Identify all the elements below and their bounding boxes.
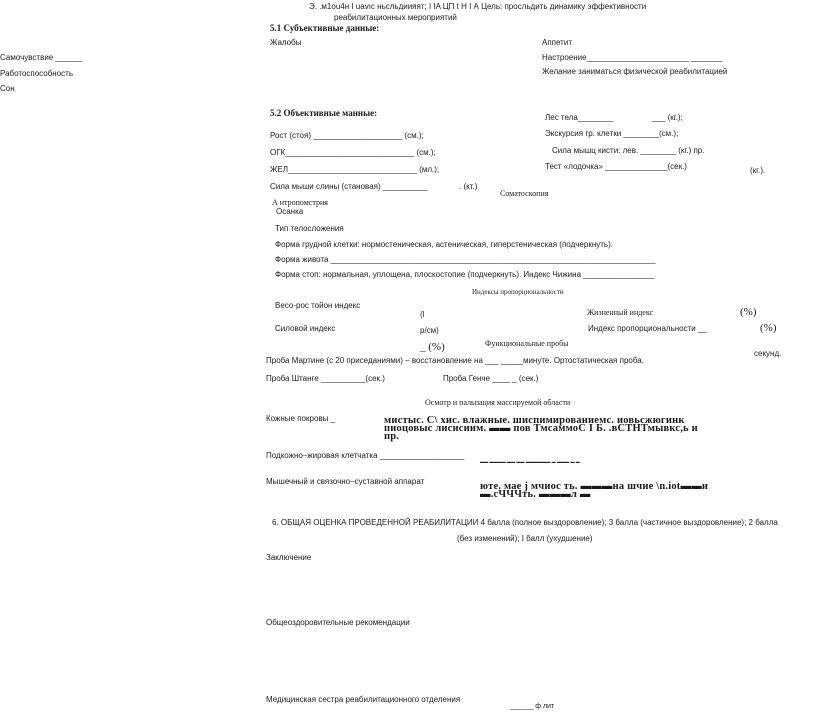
conclusion-label: Заключение (266, 553, 312, 562)
somatoscopy-heading: Соматоскопия (500, 189, 549, 198)
proportionality-index-percent: (%) (760, 322, 777, 334)
anthropometry-heading: А нтропомстрия (272, 198, 328, 207)
appetite-label: Аппетит (542, 38, 572, 47)
physical-rehab-desire-label: Желание заниматься физической реабилитацией (542, 67, 728, 76)
proportionality-index-field: Индекс пропорциональности __ (588, 324, 707, 333)
strength-index-unit: р/см) (420, 326, 439, 335)
back-strength-unit: . (кт.) (459, 182, 478, 191)
boat-test-field: Тест «лодочка» ______________(сек.) (545, 162, 687, 171)
subjective-section-title: 5.1 Субъективные данные: (270, 23, 380, 33)
recommendations-label: Общеоздоровительные рекомендации (266, 618, 410, 627)
nurse-signature-label: Медицинская сестра реабилитационного отделения (266, 695, 461, 704)
work-capacity-label: Работоспособность (0, 69, 73, 78)
chest-circumference-field: ОГК_____________________________ (см.); (270, 148, 436, 157)
musculoskeletal-value-line-2: ▬.сЧЧЧть. ▬▬▬л ▬ (480, 489, 591, 500)
chest-excursion-field: Экскурсия гр. клетки ________(см.); (545, 129, 679, 138)
body-weight-field: Лес тела________ (545, 113, 614, 122)
skin-value-line-3: пр. (384, 431, 400, 442)
header-line-2: реабилитационных мероприятий (334, 13, 457, 22)
height-field: Рост (стоя) ____________________ (см.); (270, 131, 424, 140)
skin-value-line-1: мистыс. С\ хис. влажные. шиспимированиемс. иовьсжюгинк (384, 415, 685, 426)
subcutaneous-value: ▬▬ ▬▬▬▬ ▬▬ ▬▬ ▬▬▬▬▬▬ ▬ ▬▬▬ ▬ ▬ (480, 459, 580, 464)
vital-capacity-field: ЖЕЛ_____________________________ (мл.); (270, 165, 440, 174)
skin-value-line-2: пиоцовыс лисисиим. ▬▬ пов ТмсаммоС I Б. .вСТНТмывкс,ь и (384, 423, 698, 434)
back-strength-field: Сила мыши слины (становая) __________ (270, 182, 428, 191)
wellbeing-label: Самочувствие ______ (0, 53, 83, 62)
vital-index-label: Жизненный индекс (587, 308, 654, 317)
hand-strength-field: Сила мышц кисти: лев. ________ (кг.) пр. (552, 146, 705, 155)
martine-test-field: Проба Мартине (с 20 приседаниями) – восстановление на ___ _____минуте. Ортостатическая проба. (266, 356, 644, 365)
overall-assessment-line-1: 6. ОБЩАЯ ОЦЕНКА ПРОВЕДЕННОЙ РЕАБИЛИТАЦИИ 4 балла (полное выздоровление); 3 балла (частичное выздоровление); 2 балла (272, 518, 778, 527)
genche-test-field: Проба Генче ____ _ (сек.) (443, 374, 539, 383)
orthostatic-seconds-unit: секунд. (754, 349, 782, 358)
musculoskeletal-label: Мышечный и связочно–суставной аппарат (266, 477, 425, 486)
header-line-1: Э. .м1ou4н I uavıc ньсльдиияят; I IA ЦП t H I А Цель: просльдить динамику эффективности (309, 2, 647, 11)
musculoskeletal-value-line-1: юте. мае j мчиос ть. ▬▬▬на шчие \n.iot▬▬и (480, 481, 709, 492)
subcutaneous-field: Подкожно–жировая клетчатка ___________________ (266, 451, 465, 460)
sleep-label: Сон (0, 84, 15, 93)
foot-shape-field: Форма стоп: нормальная, уплощена, плоскостопие (подчеркнуть). Индекс Чижина ________________ (275, 270, 655, 279)
chest-shape-field: Форма грудной клетки: нормостеническая, астеническая, гиперстеническая (подчеркнуть). (275, 240, 613, 249)
strength-index-percent: _ (%) (420, 341, 445, 353)
signature-line: ______ ф лит (510, 703, 555, 710)
overall-assessment-line-2: (без изменений); I балл (ухудшение) (457, 534, 593, 543)
hand-strength-right-unit: (кг.). (750, 166, 766, 175)
weight-height-index-label: Весо-рос тойон индекс (275, 301, 361, 310)
posture-label: Осанка (276, 207, 304, 216)
body-type-label: Тип телосложения (275, 224, 344, 233)
vital-index-percent: (%) (740, 306, 757, 318)
complaints-label: Жалобы (270, 38, 302, 47)
objective-section-title: 5.2 Объективные манные: (270, 108, 378, 118)
strength-index-label: Силовой индекс (275, 324, 336, 333)
abdomen-shape-field: Форма живота _________________________________________________________________________ (275, 255, 656, 264)
skin-label: Кожные покровы _ (266, 414, 336, 423)
inspection-heading: Осмотр и пальпация массируемой области (425, 398, 571, 407)
weight-height-index-unit: (l (420, 310, 425, 319)
indices-heading: Индексы пропорциональности (472, 288, 564, 296)
shtange-test-field: Проба Штанге __________(сек.) (266, 374, 385, 383)
mood-field: Настроение_______________________ _______ (542, 53, 723, 62)
body-weight-unit: ___ (кг.); (652, 113, 683, 122)
functional-tests-heading: Функциональные пробы (485, 339, 569, 348)
